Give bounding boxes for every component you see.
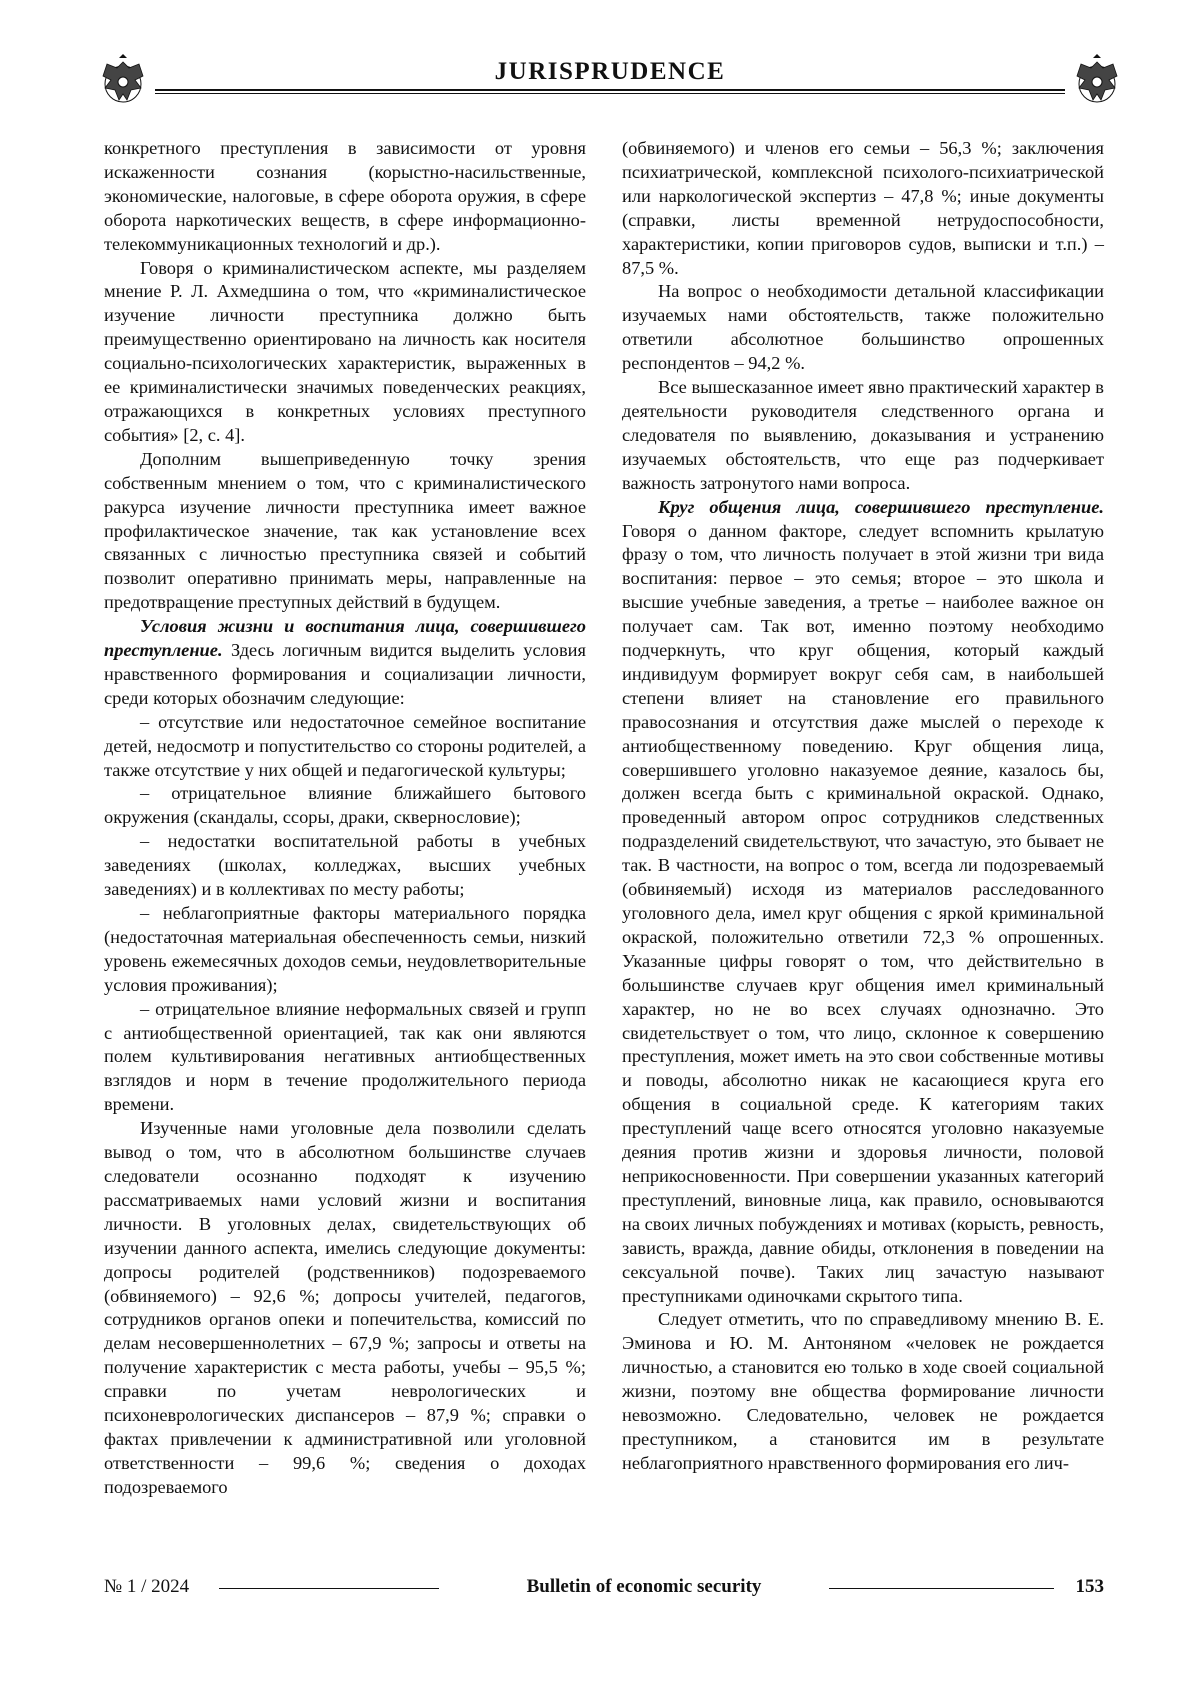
header-rule — [155, 89, 1065, 91]
journal-name: Bulletin of economic security — [526, 1576, 762, 1597]
eagle-emblem-icon — [1069, 54, 1125, 108]
paragraph-text: На вопрос о необходимости детальной классификации изучаемых нами обстоятельств, также положительно ответили абсолютное большинство опрошенных респондентов – 94,2 %. — [622, 281, 1104, 374]
paragraph — [104, 998, 586, 1118]
paragraph-text: Здесь логичным видится выделить условия нравственного формирования и социализации личности, среди которых обозначим следующие: — [104, 640, 586, 708]
paragraph-text: Говоря о данном факторе, следует вспомнить крылатую фразу о том, что личность получает в этой жизни три вида воспитания: первое – это семья; второе – это школа и высшие учебные заведения, а третье – наиболее важное он получает сам. Так вот, именно поэтому необходимо подчеркнуть, что круг общения, который каждый индивидуум формирует вокруг себя сам, в наибольшей степени влияет на становление его правильного правосознания и отсутствия даже мыслей о переходе к антиобщественному поведению. Круг общения лица, совершившего уголовно наказуемое деяние, казалось бы, должен всегда быть с криминальной окраской. Однако, проведенный автором опрос сотрудников следственных подразделений свидетельствуют, что зачастую, это бывает не так. В частности, на вопрос о том, всегда ли подозреваемый (обвиняемый) исходя из материалов расследованного уголовного дела, имел круг общения с яркой криминальной окраской, положительно ответили 72,3 % опрошенных. Указанные цифры говорят о том, что действительно в большинстве случаев круг общения имел криминальный характер, но не во всех случаях однозначно. Это свидетельствует о том, что лицо, склонное к совершению преступления, может иметь на это свои собственные мотивы и поводы, абсолютно никак не касающиеся круга его общения в социальной среде. К категориям таких преступлений чаще всего относятся уголовно наказуемые деяния против жизни и здоровья личности, половой неприкосновенности. При совершении указанных категорий преступлений, виновные лица, как правило, основываются на своих личных побуждениях и мотивах (корысть, ревность, зависть, вражда, давние обиды, отклонения в поведении на сексуальной почве). Таких лиц зачастую называют преступниками одиночками скрытого типа. — [622, 520, 1104, 1306]
section-lead-heading: Условия жизни и воспитания лица, совершившего преступление. — [104, 616, 586, 661]
paragraph-text: – неблагоприятные факторы материального порядка (недостаточная материальная обеспеченность семьи, низкий уровень ежемесячных доходов семьи, неудовлетворительные условия проживания); — [104, 903, 586, 995]
paragraph-text: (обвиняемого) и членов его семьи – 56,3 %; заключения психиатрической, комплексной психолого-психиатрической или наркологической экспертиз – 47,8 %; иные документы (справки, листы временной нетрудоспособности, характеристики, копии приговоров судов, выписки и т.п.) – 87,5 %. — [622, 138, 1104, 278]
paragraph-text: Дополним вышеприведенную точку зрения собственным мнением о том, что с криминалистического ракурса изучение личности преступника имеет важное профилактическое значение, так как установление всех связанных с личностью преступника связей и событий позволит оперативно принимать меры, направленные на предотвращение преступных действий в будущем. — [104, 448, 586, 613]
paragraph — [622, 137, 1104, 280]
paragraph-text: конкретного преступления в зависимости от уровня искаженности сознания (корыстно-насильственные, экономические, налоговые, в сфере оборота оружия, в сфере оборота наркотических веществ, в сфере информационно-телекоммуникационных технологий и др.). — [104, 138, 586, 254]
paragraph — [104, 902, 586, 998]
paragraph — [622, 496, 1104, 1309]
issue-number: № 1 / 2024 — [104, 1576, 190, 1597]
footer-rule — [829, 1588, 1054, 1589]
left-text-column — [104, 137, 586, 1500]
paragraph — [104, 711, 586, 783]
right-text-column — [622, 137, 1104, 1476]
paragraph — [622, 1308, 1104, 1475]
paragraph-text: Говоря о криминалистическом аспекте, мы разделяем мнение Р. Л. Ахмедшина о том, что «криминалистическое изучение личности преступника должно быть преимущественно ориентировано на личность как носителя социально-психологических характеристик, выраженных в ее криминалистически значимых поведенческих реакциях, отражающихся в конкретных условиях преступного события» [2, с. 4]. — [104, 257, 586, 445]
paragraph-text: – отсутствие или недостаточное семейное воспитание детей, недосмотр и попустительство со стороны родителей, а также отсутствие у них общей и педагогической культуры; — [104, 711, 586, 780]
paragraph — [104, 1117, 586, 1500]
paragraph — [104, 782, 586, 830]
footer-rule — [219, 1588, 439, 1589]
section-title: JURISPRUDENCE — [480, 58, 740, 86]
paragraph-text: Изученные нами уголовные дела позволили сделать вывод о том, что в абсолютном большинстве случаев следователи осознанно подходят к изучению рассматриваемых нами условий жизни и воспитания личности. В уголовных делах, свидетельствующих об изучении данного аспекта, имелись следующие документы: допросы родителей (родственников) подозреваемого (обвиняемого) – 92,6 %; допросы учителей, педагогов, сотрудников органов опеки и попечительства, комиссий по делам несовершеннолетних – 67,9 %; запросы и ответы на получение характеристик с места работы, учебы – 95,5 %; справки по учетам неврологических и психоневрологических диспансеров – 87,9 %; справки о фактах привлечении к административной или уголовной ответственности – 99,6 %; сведения о доходах подозреваемого — [104, 1118, 586, 1497]
paragraph-text: – отрицательное влияние ближайшего бытового окружения (скандалы, ссоры, драки, сквернословие); — [104, 783, 586, 828]
paragraph — [104, 830, 586, 902]
section-lead-heading: Круг общения лица, совершившего преступление. — [658, 496, 1104, 517]
page-footer — [104, 1576, 1104, 1606]
running-header — [95, 54, 1125, 108]
paragraph — [622, 280, 1104, 376]
paragraph-text: – отрицательное влияние неформальных связей и групп с антиобщественной ориентацией, так как они являются полем культивирования негативных антиобщественных взглядов и норм в течение продолжительного периода времени. — [104, 998, 586, 1115]
page-number: 153 — [1075, 1576, 1104, 1597]
paragraph-text: – недостатки воспитательной работы в учебных заведениях (школах, колледжах, высших учебных заведениях) и в коллективах по месту работы; — [104, 831, 586, 900]
header-rule-thin — [155, 93, 1065, 94]
paragraph — [104, 615, 586, 711]
paragraph — [104, 137, 586, 257]
paragraph — [104, 448, 586, 615]
eagle-emblem-icon — [95, 54, 151, 108]
paragraph — [622, 376, 1104, 496]
paragraph-text: Все вышесказанное имеет явно практический характер в деятельности руководителя следственного органа и следователя по выявлению, доказывания и устранению изучаемых обстоятельств, что еще раз подчеркивает важность затронутого нами вопроса. — [622, 377, 1104, 493]
paragraph-text: Следует отметить, что по справедливому мнению В. Е. Эминова и Ю. М. Антоняном «человек не рождается личностью, а становится ею только в ходе своей социальной жизни, поэтому вне общества формирование личности невозможно. Следовательно, человек не рождается преступником, а становится им в результате неблагоприятного нравственного формирования его лич- — [622, 1309, 1104, 1473]
paragraph — [104, 257, 586, 448]
